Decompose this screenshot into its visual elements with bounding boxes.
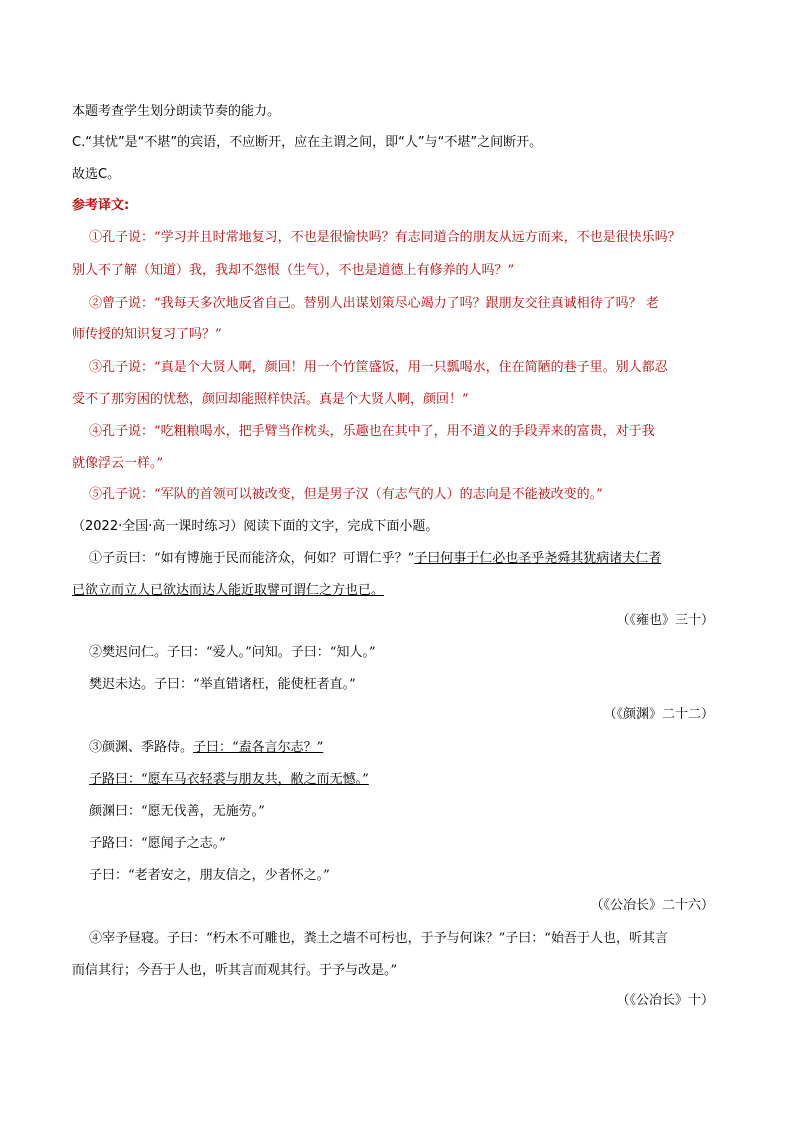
translation-p3-line-1: ③孔子说：“真是个大贤人啊，颜回！用一个竹筐盛饭，用一只瓢喝水，住在简陋的巷子里。别人都忍	[89, 360, 668, 375]
section-3-line-1	[89, 739, 323, 757]
answer-line-1: 本题考查学生划分朗读节奏的能力。	[72, 104, 281, 119]
translation-p4-line-1: ④孔子说：“吃粗粮喝水，把手臂当作枕头，乐趣也在其中了，用不道义的手段弄来的富贵，对于我	[89, 424, 655, 439]
section-1-question: ①子贡曰：“如有博施于民而能济众，何如？可谓仁乎？”	[89, 551, 415, 566]
section-1-line-2: 已欲立而立人已欲达而达人能近取譬可谓仁之方也已。	[72, 583, 385, 598]
section-4-line-1: ④宰予昼寝。子曰：“朽木不可雕也，粪土之墙不可杇也，于予与何诛？”子曰：“始吾于人也，听其言	[89, 931, 668, 946]
section-3-intro: ③颜渊、季路侍。	[89, 740, 194, 755]
section-2-line-2: 樊迟未达。子曰：“举直错诸枉，能使枉者直。”	[89, 677, 356, 692]
section-1-line-1	[89, 550, 661, 568]
reference-translation-heading: 参考译文:	[72, 198, 130, 213]
exercise-intro: （2022·全国·高一课时练习）阅读下面的文字，完成下面小题。	[72, 519, 439, 534]
section-2-line-1: ②樊迟问仁。子曰：“爱人。”问知。子曰：“知人。”	[89, 645, 376, 660]
translation-p3-line-2: 受不了那穷困的忧愁，颜回却能照样快活。真是个大贤人啊，颜回！”	[72, 392, 469, 407]
section-3-source: （《公冶长》二十六）	[590, 898, 714, 913]
section-4-source: （《公冶长》十）	[616, 993, 714, 1008]
section-2-source: （《颜渊》二十二）	[603, 707, 714, 722]
translation-p1-line-2: 别人不了解（知道）我，我却不怨恨（生气），不也是道德上有修养的人吗？”	[72, 263, 515, 278]
section-3-line-3: 颜渊曰：“愿无伐善，无施劳。”	[89, 804, 265, 819]
translation-p2-line-2: 师传授的知识复习了吗？”	[72, 327, 222, 342]
translation-p5-line-1: ⑤孔子说：“军队的首领可以被改变，但是男子汉（有志气的人）的志向是不能被改变的。”	[89, 487, 603, 502]
section-3-underlined-question: 子曰：“盍各言尔志？”	[193, 740, 324, 755]
translation-p1-line-1: ①孔子说：“学习并且时常地复习，不也是很愉快吗？有志同道合的朋友从远方而来，不也是很快乐吗？	[89, 230, 681, 245]
section-3-line-4: 子路曰：“愿闻子之志。”	[89, 836, 226, 851]
section-3-line-2: 子路曰：“愿车马衣轻裘与朋友共，敝之而无憾。”	[89, 772, 369, 787]
translation-p4-line-2: 就像浮云一样。”	[72, 456, 164, 471]
translation-p2-line-1: ②曾子说：“我每天多次地反省自己。替别人出谋划策尽心竭力了吗？跟朋友交往真诚相待了吗？ 老	[89, 296, 659, 311]
section-4-line-2: 而信其行；今吾于人也，听其言而观其行。于予与改是。”	[72, 963, 398, 978]
section-1-underlined-text: 子曰何事于仁必也圣乎尧舜其犹病诸夫仁者	[414, 551, 662, 566]
section-3-line-5: 子曰：“老者安之，朋友信之，少者怀之。”	[89, 868, 330, 883]
section-1-source: （《雍也》三十）	[616, 613, 714, 628]
answer-line-2: C.“其忧”是“不堪”的宾语，不应断开，应在主谓之间，即“人”与“不堪”之间断开。	[72, 135, 543, 150]
answer-line-3: 故选C。	[72, 167, 121, 182]
